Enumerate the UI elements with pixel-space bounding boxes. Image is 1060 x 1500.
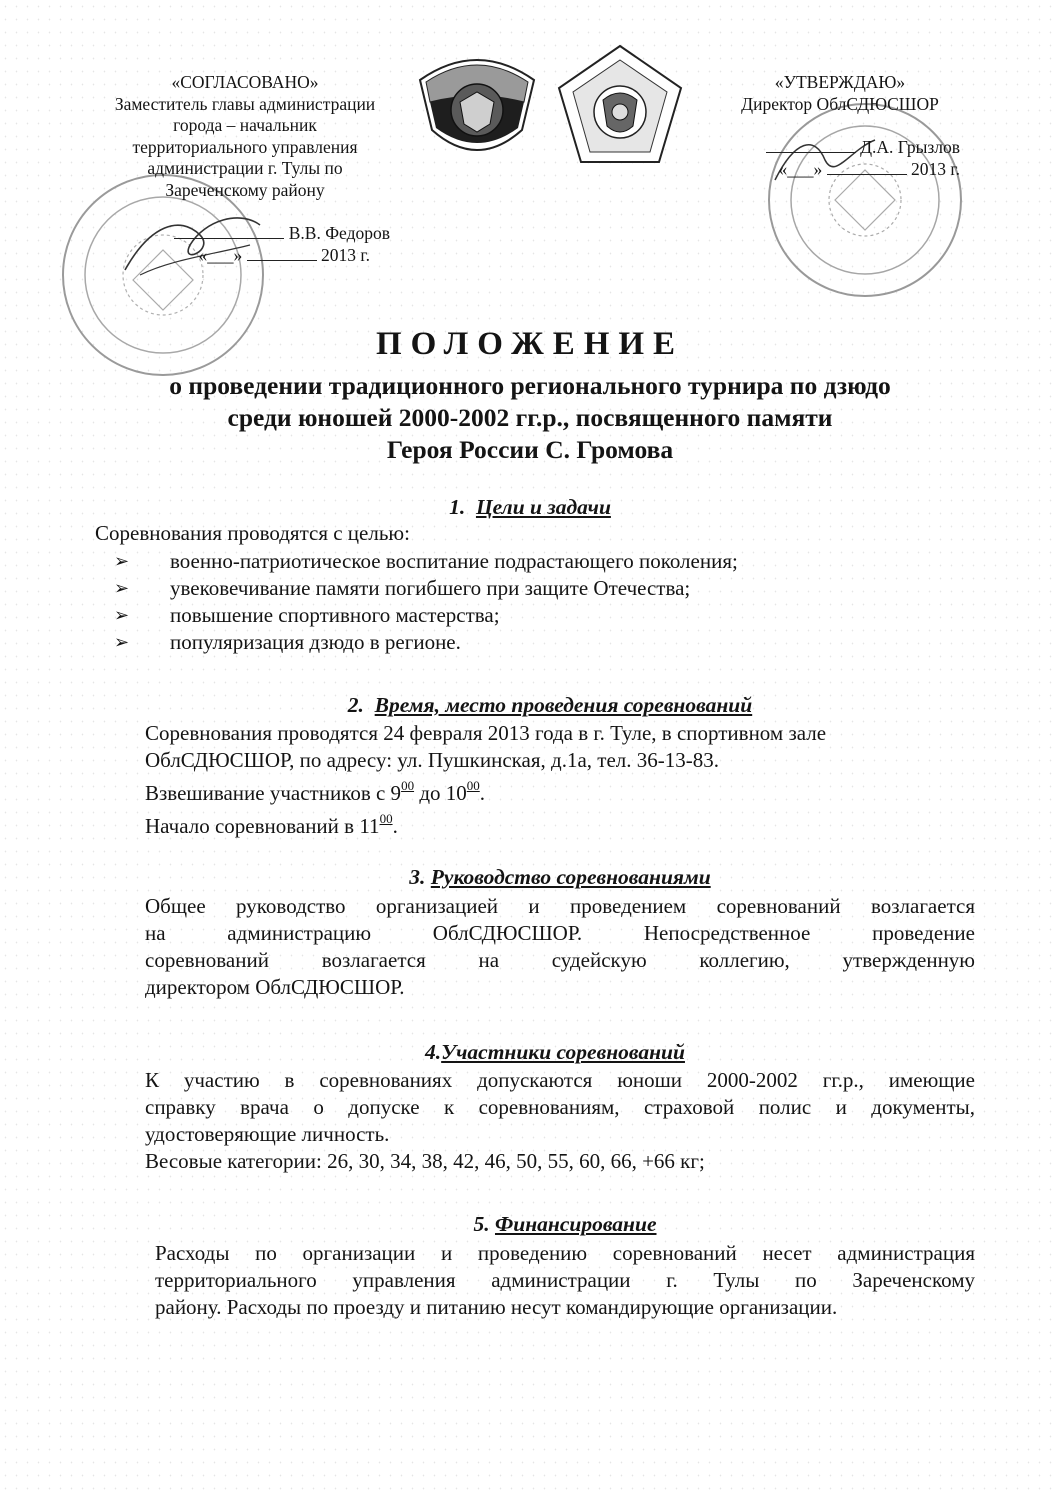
section-5-line-3: району. Расходы по проезду и питанию несут командирующие организации.: [155, 1295, 838, 1319]
weigh-in-to-minutes: 00: [466, 778, 480, 793]
left-date-row: [80, 245, 410, 267]
section-3-line-3: соревнований возлагается на судейскую коллегию, утвержденную: [145, 948, 975, 972]
list-item: [100, 602, 738, 629]
section-4-title: Участники соревнований: [441, 1040, 685, 1064]
list-item: [100, 548, 738, 575]
left-line-2: города – начальник: [173, 115, 317, 135]
agreed-label: «СОГЛАСОВАНО»: [171, 72, 319, 92]
left-signer-row: [80, 223, 410, 245]
approval-left-block: [80, 72, 410, 266]
section-5-line-1: Расходы по организации и проведению соревнований несет администрация: [155, 1241, 975, 1265]
weigh-in-line: [145, 774, 975, 807]
start-time-text: Начало соревнований в 11: [145, 814, 380, 838]
goals-list: [100, 548, 738, 656]
right-signer-row: [720, 137, 960, 159]
start-time-line: [145, 807, 975, 840]
section-2-heading: [80, 693, 1020, 718]
section-3-line-1: Общее руководство организацией и проведением соревнований возлагается: [145, 894, 975, 918]
list-item: [100, 629, 738, 656]
section-4-body: [145, 1067, 975, 1175]
right-date-line: [827, 174, 907, 175]
section-4-number: 4.: [425, 1040, 442, 1064]
weigh-in-end: .: [479, 781, 485, 805]
section-2-title: Время, место проведения соревнований: [374, 693, 753, 717]
section-1-number: 1.: [449, 495, 466, 519]
right-date-row: [720, 159, 960, 181]
subtitle-line-1: о проведении традиционного регионального турнира по дзюдо: [169, 371, 891, 400]
left-line-5: Зареченскому району: [165, 179, 325, 200]
russia-coat-of-arms-pentagon-icon: [555, 42, 685, 167]
weigh-in-text: Взвешивание участников с 9: [145, 781, 402, 805]
section-2-line-1: Соревнования проводятся 24 февраля 2013 года в г. Туле, в спортивном зале: [145, 721, 827, 745]
section-5-number: 5.: [473, 1212, 490, 1236]
document-title: ПОЛОЖЕНИЕ: [375, 326, 685, 362]
section-5-title: Финансирование: [494, 1212, 657, 1236]
right-signature-line: [766, 152, 856, 153]
list-item-text: увековечивание памяти погибшего при защите Отечества;: [170, 576, 691, 600]
section-3-body: [145, 893, 975, 1001]
weigh-in-from-minutes: 00: [401, 778, 415, 793]
list-item-text: повышение спортивного мастерства;: [170, 603, 500, 627]
left-line-1: Заместитель главы администрации: [114, 93, 376, 114]
section-1-intro: Соревнования проводятся с целью:: [95, 521, 410, 545]
subtitle-line-3: Героя России С. Громова: [386, 435, 674, 464]
section-5-line-2: территориального управления администрации г. Тулы по Зареченскому: [155, 1268, 975, 1292]
section-3-heading: [90, 865, 1030, 890]
section-3-line-2: на администрацию ОблСДЮСШОР. Непосредственное проведение: [145, 921, 975, 945]
left-signer-name: В.В. Федоров: [288, 223, 390, 243]
left-line-3: территориального управления: [132, 136, 358, 157]
left-date-quote: «___»: [198, 244, 243, 265]
section-3-line-4: директором ОблСДЮСШОР.: [145, 975, 405, 999]
left-line-4: администрации г. Тулы по: [147, 158, 343, 178]
right-date-quote: «___»: [778, 158, 823, 179]
list-item-text: военно-патриотическое воспитание подрастающего поколения;: [170, 549, 738, 573]
section-3-title: Руководство соревнованиями: [430, 865, 711, 889]
approval-right-block: [720, 72, 960, 180]
section-5-heading: [95, 1212, 1035, 1237]
right-date-year: 2013 г.: [911, 158, 960, 179]
section-1-title: Цели и задачи: [475, 495, 611, 519]
subtitle-line-2: среди юношей 2000-2002 гг.р., посвященного памяти: [227, 403, 833, 432]
list-item: [100, 575, 738, 602]
section-4-line-3: удостоверяющие личность.: [145, 1122, 390, 1146]
left-date-year: 2013 г.: [321, 244, 370, 265]
section-4-line-1: К участию в соревнованиях допускаются юноши 2000-2002 гг.р., имеющие: [145, 1068, 975, 1092]
document-subtitle: [60, 370, 1000, 466]
start-time-minutes: 00: [379, 811, 393, 826]
tula-coat-of-arms-icon: [412, 40, 542, 170]
arrow-bullet-icon: ➢: [114, 605, 130, 625]
section-3-number: 3.: [409, 865, 426, 889]
right-position: Директор ОблСДЮСШОР: [741, 93, 939, 114]
arrow-bullet-icon: ➢: [114, 578, 130, 598]
list-item-text: популяризация дзюдо в регионе.: [170, 630, 461, 654]
weigh-in-to-text: до 10: [414, 781, 467, 805]
left-date-line: [247, 260, 317, 261]
approve-label: «УТВЕРЖДАЮ»: [774, 72, 906, 92]
right-signer-name: Д.А. Грызлов: [860, 137, 960, 157]
arrow-bullet-icon: ➢: [114, 551, 130, 571]
start-time-end: .: [392, 814, 398, 838]
section-5-body: [155, 1240, 975, 1321]
section-4-line-2: справку врача о допуске к соревнованиям, страховой полис и документы,: [145, 1095, 975, 1119]
section-1-heading: [60, 495, 1000, 520]
arrow-bullet-icon: ➢: [114, 632, 130, 652]
section-2-number: 2.: [347, 693, 364, 717]
section-2-line-2: ОблСДЮСШОР, по адресу: ул. Пушкинская, д.1а, тел. 36-13-83.: [145, 748, 720, 772]
section-2-body: [145, 720, 975, 840]
left-signature-line: [174, 238, 284, 239]
section-4-heading: [85, 1040, 1025, 1065]
weight-categories: Весовые категории: 26, 30, 34, 38, 42, 46, 50, 55, 60, 66, +66 кг;: [145, 1149, 705, 1173]
